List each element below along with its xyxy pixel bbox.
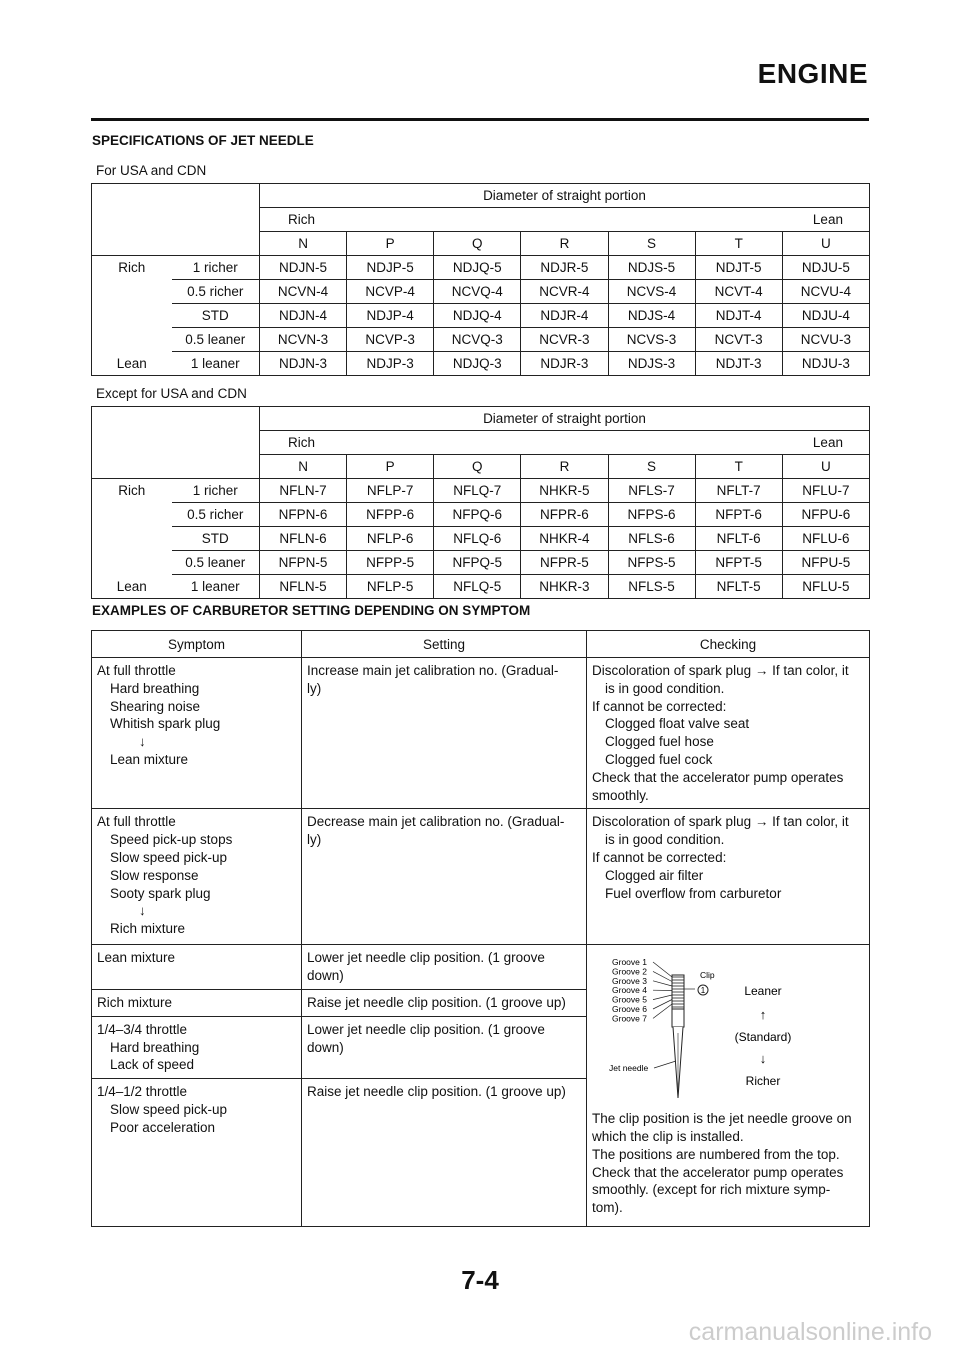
groove-leader-line bbox=[653, 1004, 672, 1018]
region-label-usa: For USA and CDN bbox=[96, 163, 207, 178]
groove-label: Groove 6 bbox=[612, 1004, 647, 1015]
checking-line: Check that the accelerator pump operates bbox=[592, 1164, 844, 1180]
needle-code-cell: NFPR-5 bbox=[521, 551, 608, 575]
setting-level-label: STD bbox=[172, 527, 260, 551]
checking-line: is in good condition. bbox=[605, 832, 725, 848]
needle-code-cell: NHKR-5 bbox=[521, 479, 608, 503]
needle-code-cell: NCVP-4 bbox=[347, 280, 434, 304]
column-header: U bbox=[782, 455, 869, 479]
table-row bbox=[92, 575, 870, 599]
groove-leader-line bbox=[653, 995, 672, 1000]
needle-code-cell: NDJS-5 bbox=[608, 256, 695, 280]
rich-lean-side-label bbox=[92, 503, 172, 527]
page-header-title: ENGINE bbox=[757, 58, 868, 89]
needle-code-cell: NDJT-5 bbox=[695, 256, 782, 280]
setting-level-label: STD bbox=[172, 304, 260, 328]
needle-code-cell: NFPT-6 bbox=[695, 503, 782, 527]
checking-column-header: Checking bbox=[587, 631, 870, 658]
table-row bbox=[92, 503, 870, 527]
needle-code-cell: NFLT-6 bbox=[695, 527, 782, 551]
corner-cell bbox=[92, 407, 260, 479]
groove-label: Groove 5 bbox=[612, 994, 647, 1005]
column-header: P bbox=[347, 232, 434, 256]
jet-needle-table-other bbox=[91, 406, 870, 599]
rich-lean-side-label bbox=[92, 328, 172, 352]
column-header: Q bbox=[434, 232, 521, 256]
rich-lean-side-label: Lean bbox=[116, 355, 147, 371]
groove-label: Groove 1 bbox=[612, 957, 647, 968]
column-header: T bbox=[695, 455, 782, 479]
column-header: T bbox=[695, 232, 782, 256]
needle-code-cell: NCVP-3 bbox=[347, 328, 434, 352]
setting-level-label: 0.5 richer bbox=[172, 503, 260, 527]
needle-code-cell: NFLN-6 bbox=[260, 527, 347, 551]
setting-level-label: 1 leaner bbox=[172, 575, 260, 599]
column-header: R bbox=[521, 232, 608, 256]
setting-level-label: 1 richer bbox=[172, 256, 260, 280]
needle-code-cell: NDJT-3 bbox=[695, 352, 782, 376]
checking-line: Clogged fuel hose bbox=[605, 734, 714, 750]
setting-line: down) bbox=[307, 1039, 344, 1055]
symptom-table bbox=[91, 630, 870, 1227]
needle-code-cell: NFPU-6 bbox=[782, 503, 869, 527]
needle-code-cell: NCVR-3 bbox=[521, 328, 608, 352]
table-row bbox=[92, 352, 870, 376]
jet-needle-icon bbox=[672, 975, 684, 1098]
symptom-line: Hard breathing bbox=[110, 680, 200, 696]
symptom-line: Lean mixture bbox=[110, 751, 189, 767]
needle-code-cell: NFLN-5 bbox=[260, 575, 347, 599]
needle-code-cell: NDJU-3 bbox=[782, 352, 869, 376]
rich-lean-side-label: Rich bbox=[92, 479, 172, 503]
needle-code-cell: NFLQ-6 bbox=[434, 527, 521, 551]
symptom-cell bbox=[92, 989, 302, 1016]
needle-code-cell: NFLQ-7 bbox=[434, 479, 521, 503]
checking-cell bbox=[587, 809, 870, 945]
column-header: R bbox=[521, 455, 608, 479]
checking-cell-clip-figure bbox=[587, 945, 870, 1227]
page-number: 7-4 bbox=[461, 1265, 499, 1295]
needle-code-cell: NCVU-4 bbox=[782, 280, 869, 304]
symptom-line: Slow speed pick-up bbox=[110, 849, 228, 865]
table-row bbox=[92, 809, 870, 945]
table-row bbox=[92, 527, 870, 551]
symptom-line: At full throttle bbox=[97, 663, 176, 678]
diameter-header: Diameter of straight portion bbox=[260, 184, 870, 208]
rich-lean-side-label: Lean bbox=[116, 578, 147, 594]
checking-line: Check that the accelerator pump operates bbox=[592, 769, 844, 785]
needle-code-cell: NCVS-3 bbox=[608, 328, 695, 352]
groove-leader-line bbox=[653, 1000, 672, 1010]
symptom-line: 1/4–1/2 throttle bbox=[97, 1084, 188, 1100]
symptom-cell bbox=[92, 658, 302, 809]
lean-header-label: Lean bbox=[812, 212, 843, 227]
groove-leader-line bbox=[653, 981, 672, 986]
table-row bbox=[92, 256, 870, 280]
checking-line: smoothly. (except for rich mixture symp- bbox=[592, 1182, 831, 1198]
needle-code-cell: NFLT-5 bbox=[695, 575, 782, 599]
symptom-cell bbox=[92, 1016, 302, 1078]
column-header: N bbox=[260, 232, 347, 256]
needle-code-cell: NFPN-5 bbox=[260, 551, 347, 575]
symptom-line: Sooty spark plug bbox=[110, 885, 211, 901]
symptom-line: Shearing noise bbox=[110, 698, 201, 714]
table-row bbox=[92, 945, 870, 990]
needle-code-cell: NHKR-4 bbox=[521, 527, 608, 551]
needle-code-cell: NDJR-4 bbox=[521, 304, 608, 328]
column-header: U bbox=[782, 232, 869, 256]
column-header: S bbox=[608, 232, 695, 256]
setting-line: Lower jet needle clip position. (1 groove bbox=[307, 950, 545, 966]
setting-line: ly) bbox=[307, 832, 322, 848]
table-row bbox=[92, 328, 870, 352]
needle-code-cell: NFPQ-6 bbox=[434, 503, 521, 527]
setting-level-label: 0.5 richer bbox=[172, 280, 260, 304]
needle-code-cell: NFLP-7 bbox=[347, 479, 434, 503]
needle-code-cell: NFLT-7 bbox=[695, 479, 782, 503]
rich-lean-header bbox=[260, 208, 870, 232]
setting-cell bbox=[302, 809, 587, 945]
needle-code-cell: NHKR-3 bbox=[521, 575, 608, 599]
setting-line: Raise jet needle clip position. (1 groove up) bbox=[307, 994, 566, 1010]
checking-line: If cannot be corrected: bbox=[592, 849, 727, 865]
needle-code-cell: NFPS-5 bbox=[608, 551, 695, 575]
needle-code-cell: NFPN-6 bbox=[260, 503, 347, 527]
needle-code-cell: NFPU-5 bbox=[782, 551, 869, 575]
symptom-line: At full throttle bbox=[97, 814, 176, 830]
symptom-line: Poor acceleration bbox=[110, 1119, 216, 1135]
setting-cell bbox=[302, 1079, 587, 1227]
checking-cell bbox=[587, 658, 870, 809]
table-row bbox=[92, 479, 870, 503]
header-rule bbox=[91, 118, 869, 121]
rich-lean-side-label bbox=[92, 304, 172, 328]
rich-lean-side-label bbox=[92, 280, 172, 304]
setting-cell bbox=[302, 658, 587, 809]
checking-line: The clip position is the jet needle groove on bbox=[592, 1111, 852, 1127]
setting-line: Lower jet needle clip position. (1 groove bbox=[307, 1021, 545, 1037]
needle-code-cell: NFLS-5 bbox=[608, 575, 695, 599]
needle-code-cell: NDJP-5 bbox=[347, 256, 434, 280]
checking-line: smoothly. bbox=[592, 787, 649, 803]
groove-label: Groove 3 bbox=[612, 976, 647, 987]
needle-code-cell: NFLS-7 bbox=[608, 479, 695, 503]
needle-code-cell: NFLQ-5 bbox=[434, 575, 521, 599]
needle-code-cell: NDJT-4 bbox=[695, 304, 782, 328]
section-heading-jet-needle: SPECIFICATIONS OF JET NEEDLE bbox=[92, 133, 314, 148]
setting-level-label: 1 richer bbox=[172, 479, 260, 503]
rich-lean-side-label bbox=[92, 551, 172, 575]
setting-line: down) bbox=[307, 968, 344, 984]
rich-header-label: Rich bbox=[288, 435, 316, 450]
rich-lean-side-label: Rich bbox=[92, 256, 172, 280]
needle-code-cell: NFPT-5 bbox=[695, 551, 782, 575]
needle-code-cell: NCVN-3 bbox=[260, 328, 347, 352]
checking-line: tom). bbox=[592, 1200, 623, 1216]
needle-code-cell: NCVQ-3 bbox=[434, 328, 521, 352]
region-label-other: Except for USA and CDN bbox=[96, 386, 247, 401]
groove-leader-line bbox=[653, 972, 672, 982]
needle-code-cell: NCVU-3 bbox=[782, 328, 869, 352]
watermark: carmanualsonline.info bbox=[688, 1318, 932, 1346]
setting-line: Raise jet needle clip position. (1 groove up) bbox=[307, 1084, 566, 1100]
symptom-line: Speed pick-up stops bbox=[110, 832, 233, 848]
symptom-cell bbox=[92, 945, 302, 990]
needle-code-cell: NDJR-3 bbox=[521, 352, 608, 376]
setting-line: Decrease main jet calibration no. (Gradual- bbox=[307, 814, 565, 830]
needle-code-cell: NCVQ-4 bbox=[434, 280, 521, 304]
jet-needle-table-usa bbox=[91, 183, 870, 376]
needle-code-cell: NDJU-5 bbox=[782, 256, 869, 280]
richer-label: Richer bbox=[745, 1074, 781, 1089]
setting-line: Increase main jet calibration no. (Gradual- bbox=[307, 663, 559, 678]
checking-line: Discoloration of spark plug → If tan color, it bbox=[592, 663, 849, 678]
setting-level-label: 1 leaner bbox=[172, 352, 260, 376]
symptom-line: Whitish spark plug bbox=[110, 716, 221, 732]
needle-code-cell: NDJR-5 bbox=[521, 256, 608, 280]
jet-needle-label: Jet needle bbox=[609, 1063, 649, 1074]
needle-code-cell: NFLP-6 bbox=[347, 527, 434, 551]
checking-line: Fuel overflow from carburetor bbox=[605, 885, 782, 901]
checking-line: Clogged fuel cock bbox=[605, 751, 713, 767]
checking-line: Clogged air filter bbox=[605, 867, 704, 883]
down-arrow-icon: ↓ bbox=[139, 903, 146, 919]
column-header: N bbox=[260, 455, 347, 479]
lean-header-label: Lean bbox=[812, 435, 843, 450]
needle-code-cell: NDJQ-5 bbox=[434, 256, 521, 280]
needle-code-cell: NDJU-4 bbox=[782, 304, 869, 328]
setting-cell bbox=[302, 1016, 587, 1078]
needle-code-cell: NCVT-3 bbox=[695, 328, 782, 352]
table-row bbox=[92, 304, 870, 328]
needle-code-cell: NDJQ-3 bbox=[434, 352, 521, 376]
needle-code-cell: NFLP-5 bbox=[347, 575, 434, 599]
symptom-cell bbox=[92, 1079, 302, 1227]
groove-label: Groove 7 bbox=[612, 1013, 647, 1024]
needle-code-cell: NCVS-4 bbox=[608, 280, 695, 304]
standard-label: (Standard) bbox=[734, 1030, 792, 1045]
checking-line: Discoloration of spark plug → If tan color, it bbox=[592, 814, 849, 830]
clip-number: 1 bbox=[700, 986, 706, 996]
table-row bbox=[92, 658, 870, 809]
table-row bbox=[92, 280, 870, 304]
down-arrow-icon: ↓ bbox=[139, 734, 146, 750]
needle-code-cell: NDJQ-4 bbox=[434, 304, 521, 328]
rich-lean-header bbox=[260, 431, 870, 455]
diameter-header: Diameter of straight portion bbox=[260, 407, 870, 431]
column-header: S bbox=[608, 455, 695, 479]
needle-code-cell: NDJN-5 bbox=[260, 256, 347, 280]
down-arrow-icon: ↓ bbox=[759, 1051, 767, 1067]
symptom-line: Rich mixture bbox=[97, 994, 173, 1010]
rich-lean-side-label bbox=[92, 527, 172, 551]
corner-cell bbox=[92, 184, 260, 256]
needle-code-cell: NDJP-3 bbox=[347, 352, 434, 376]
groove-label: Groove 2 bbox=[612, 966, 647, 977]
leaner-label: Leaner bbox=[744, 984, 782, 999]
checking-line: If cannot be corrected: bbox=[592, 698, 727, 714]
needle-code-cell: NCVT-4 bbox=[695, 280, 782, 304]
setting-cell bbox=[302, 989, 587, 1016]
table-row bbox=[92, 551, 870, 575]
symptom-line: Lack of speed bbox=[110, 1057, 195, 1073]
checking-line: which the clip is installed. bbox=[592, 1128, 744, 1144]
column-header: P bbox=[347, 455, 434, 479]
setting-column-header: Setting bbox=[302, 631, 587, 658]
clip-label: Clip bbox=[700, 970, 715, 981]
setting-level-label: 0.5 leaner bbox=[172, 551, 260, 575]
symptom-line: Rich mixture bbox=[110, 921, 186, 937]
needle-code-cell: NFLN-7 bbox=[260, 479, 347, 503]
needle-code-cell: NDJS-4 bbox=[608, 304, 695, 328]
symptom-line: Slow speed pick-up bbox=[110, 1101, 228, 1117]
checking-line: Clogged float valve seat bbox=[605, 716, 750, 732]
section-heading-carburetor-setting: EXAMPLES OF CARBURETOR SETTING DEPENDING ON SYMPTOM bbox=[92, 603, 531, 618]
rich-header-label: Rich bbox=[288, 212, 316, 227]
needle-code-cell: NFLS-6 bbox=[608, 527, 695, 551]
needle-code-cell: NFLU-7 bbox=[782, 479, 869, 503]
needle-code-cell: NFLU-6 bbox=[782, 527, 869, 551]
needle-code-cell: NFPP-6 bbox=[347, 503, 434, 527]
needle-code-cell: NFPS-6 bbox=[608, 503, 695, 527]
up-arrow-icon: ↑ bbox=[759, 1007, 767, 1023]
needle-code-cell: NDJN-4 bbox=[260, 304, 347, 328]
needle-code-cell: NFPQ-5 bbox=[434, 551, 521, 575]
setting-cell bbox=[302, 945, 587, 990]
column-header: Q bbox=[434, 455, 521, 479]
symptom-line: Slow response bbox=[110, 867, 199, 883]
needle-code-cell: NFLU-5 bbox=[782, 575, 869, 599]
groove-leader-line bbox=[653, 962, 672, 977]
needle-code-cell: NFPR-6 bbox=[521, 503, 608, 527]
needle-code-cell: NCVR-4 bbox=[521, 280, 608, 304]
setting-line: ly) bbox=[307, 680, 322, 696]
symptom-column-header: Symptom bbox=[92, 631, 302, 658]
symptom-line: Lean mixture bbox=[97, 950, 176, 966]
symptom-line: Hard breathing bbox=[110, 1039, 200, 1055]
checking-line: is in good condition. bbox=[605, 680, 725, 696]
needle-code-cell: NDJP-4 bbox=[347, 304, 434, 328]
setting-level-label: 0.5 leaner bbox=[172, 328, 260, 352]
symptom-cell bbox=[92, 809, 302, 945]
symptom-line: 1/4–3/4 throttle bbox=[97, 1021, 188, 1037]
needle-code-cell: NDJN-3 bbox=[260, 352, 347, 376]
needle-code-cell: NFPP-5 bbox=[347, 551, 434, 575]
checking-line: The positions are numbered from the top. bbox=[592, 1146, 840, 1162]
needle-code-cell: NDJS-3 bbox=[608, 352, 695, 376]
groove-label: Groove 4 bbox=[612, 985, 647, 996]
jet-needle-clip-diagram bbox=[592, 953, 864, 1101]
needle-code-cell: NCVN-4 bbox=[260, 280, 347, 304]
